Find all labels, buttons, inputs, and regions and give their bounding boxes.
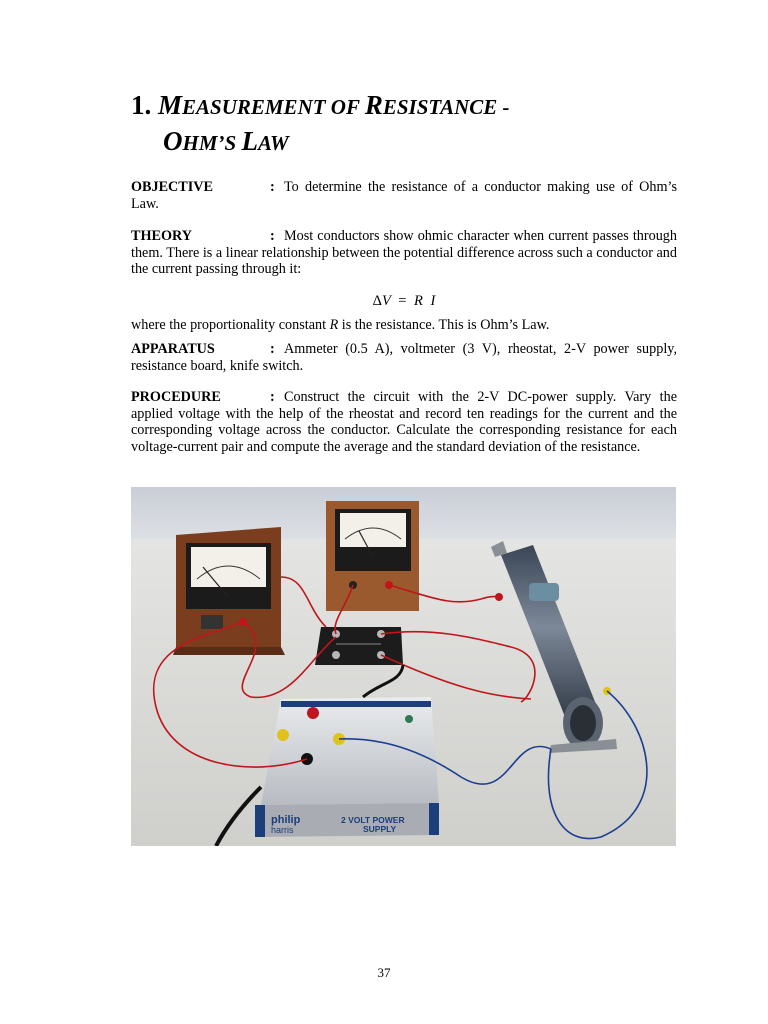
theory-after-after: is the resistance. This is Ohm’s Law. — [338, 317, 550, 333]
theory-after-symbol: R — [329, 317, 339, 333]
equation-equals: = — [398, 293, 407, 309]
apparatus-colon: : — [270, 341, 275, 357]
apparatus-section — [131, 341, 677, 374]
theory-colon: : — [270, 228, 275, 244]
supply-brand-2: harris — [271, 825, 294, 835]
objective-section — [131, 179, 677, 212]
title-o: O — [163, 126, 183, 156]
procedure-colon: : — [270, 389, 275, 405]
ammeter — [173, 527, 285, 655]
section-number: 1. — [131, 90, 152, 120]
title-line-2 — [131, 124, 691, 160]
supply-label-1: 2 VOLT POWER — [341, 815, 405, 825]
equation-rhs: R I — [414, 293, 436, 309]
procedure-text: Construct the circuit with the 2-V DC-power supply. Vary the applied voltage with the help of the rheostat and record ten readings for the current and the corresponding voltage across the conductor. Calculate the corresponding resistance for each voltage-current pair and compute the average and the standard deviation of the resistance. — [131, 389, 677, 455]
theory-text: Most conductors show ohmic character when current passes through them. There is a linear relationship between the potential difference across such a conductor and the current passing through it: — [131, 228, 677, 278]
page-title — [131, 88, 691, 160]
apparatus-text: Ammeter (0.5 A), voltmeter (3 V), rheostat, 2-V power supply, resistance board, knife switch. — [131, 341, 677, 374]
equation-lhs: V — [381, 293, 391, 309]
ohms-law-equation — [131, 293, 677, 310]
title-r: R — [364, 90, 383, 120]
power-supply — [255, 697, 439, 837]
title-esistance: ESISTANCE - — [382, 95, 510, 119]
procedure-section — [131, 389, 677, 455]
procedure-label: PROCEDURE — [131, 389, 221, 405]
objective-text: To determine the resistance of a conductor making use of Ohm’s Law. — [131, 179, 677, 212]
voltmeter — [326, 501, 419, 611]
title-easurement-of: EASUREMENT OF — [182, 95, 365, 119]
title-l: L — [241, 126, 258, 156]
theory-conclusion — [131, 317, 677, 334]
supply-brand-1: philip — [271, 814, 301, 826]
theory-after-before: where the proportionality constant — [131, 317, 330, 333]
objective-colon: : — [270, 179, 275, 195]
apparatus-photo — [131, 487, 676, 846]
apparatus-label: APPARATUS — [131, 341, 215, 357]
theory-label: THEORY — [131, 228, 192, 244]
title-aw: AW — [257, 131, 289, 155]
objective-label: OBJECTIVE — [131, 179, 213, 195]
equation-delta: Δ — [372, 293, 382, 309]
title-m: M — [158, 90, 183, 120]
theory-section — [131, 228, 677, 278]
page-number: 37 — [377, 965, 391, 980]
supply-label-2: SUPPLY — [363, 824, 397, 834]
title-hms: HM’S — [182, 131, 242, 155]
